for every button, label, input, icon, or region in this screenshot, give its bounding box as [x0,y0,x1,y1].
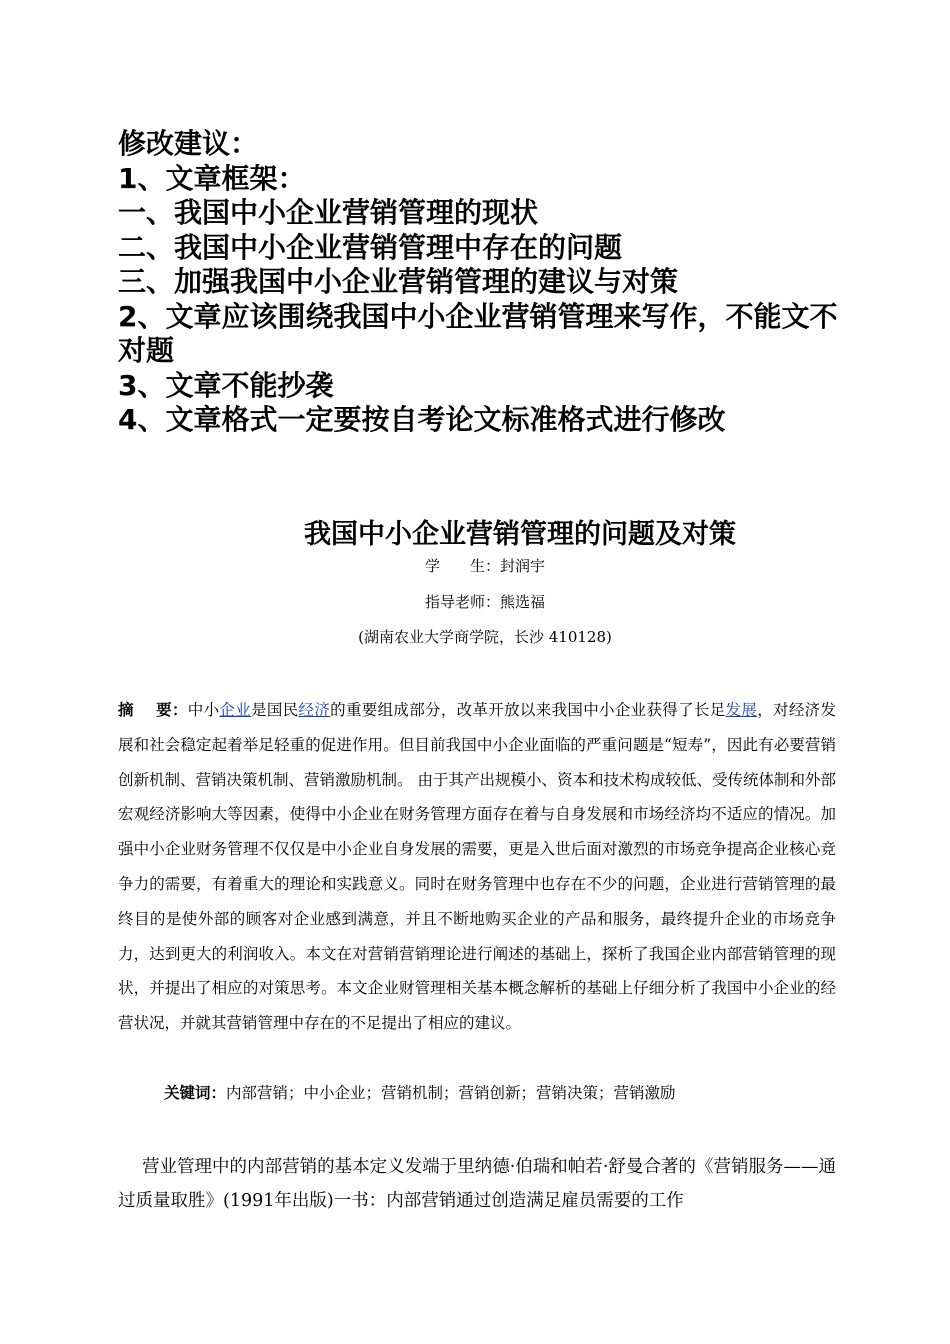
student-name: 封润宇 [500,557,546,575]
notes-item: 4、文章格式一定要按自考论文标准格式进行修改 [118,403,726,436]
abstract [118,693,836,1041]
notes-heading: 修改建议： [118,127,259,160]
abstract-text: 是国民 [251,701,299,719]
advisor-name: 熊选福 [500,593,546,611]
notes-item: 一、我国中小企业营销管理的现状 [118,196,539,229]
advisor-label: 指导老师： [424,593,500,611]
notes-item: 二、我国中小企业营销管理中存在的问题 [118,230,623,264]
student-line [0,555,950,576]
body-paragraph: 营业管理中的内部营销的基本定义发端于里纳德·伯瑞和帕若·舒曼合著的《营销服务——通过质量取胜》(1991年出版)一书：内部营销通过创造满足雇员需要的工作 [118,1157,836,1211]
revision-notes [118,127,838,438]
institution: (湖南农业大学商学院，长沙 410128) [358,628,612,646]
notes-item: 1、文章框架： [118,161,306,195]
keywords-list: 内部营销；中小企业；营销机制；营销创新；营销决策；营销激励 [226,1084,676,1102]
paper-title: 我国中小企业营销管理的问题及对策 [304,519,736,550]
notes-item: 三、加强我国中小企业营销管理的建议与对策 [118,265,679,298]
link-enterprise[interactable]: 企业 [219,701,252,719]
abstract-text: 的重要组成部分，改革开放以来我国中小企业获得了长足 [330,701,726,719]
student-label: 学 生： [424,557,500,575]
abstract-label-part: 摘 [118,701,134,719]
notes-item: 2、文章应该围绕我国中小企业营销管理来写作，不能文不对题 [118,299,838,367]
link-development[interactable]: 发展 [725,701,758,719]
abstract-text: 中小 [187,701,220,719]
keywords-line [164,1081,676,1103]
notes-item: 3、文章不能抄袭 [118,368,334,402]
keywords-label: 关键词： [164,1084,227,1102]
abstract-text: ，对经济发展和社会稳定起着举足轻重的促进作用。但目前我国中小企业面临的严重问题是“短寿”，因此有必要营销创新机制、营销决策机制、营销激励机制。 由于其产出规模小、资本和技术构成较低、受传统体制和外部宏观经济影响大等因素，使得中小企业在财务管理方面存在着与自身发展和市场经济均不适应的情况。加强中小企业财务管理不仅仅是中小企业自身发展的需要，更是入世后面对激烈的市场竞争提高企业核心竞争力的需要，有着重大的理论和实践意义。同时在财务管理中也存在不少的问题，企业进行营销管理的最终目的是使外部的顾客对企业感到满意，并且不断地购买企业的产品和服务，最终提升企业的市场竞争力，达到更大的利润收入。本文在对营销营销理论进行阐述的基础上，探析了我国企业内部营销管理的现状，并提出了相应的对策思考。本文企业财管理相关基本概念解析的基础上仔细分析了我国中小企业的经营状况，并就其营销管理中存在的不足提出了相应的建议。 [118,701,836,1033]
abstract-label [118,701,188,719]
link-economy[interactable]: 经济 [298,701,331,719]
abstract-label-part: 要： [155,701,188,719]
advisor-line [0,591,950,612]
